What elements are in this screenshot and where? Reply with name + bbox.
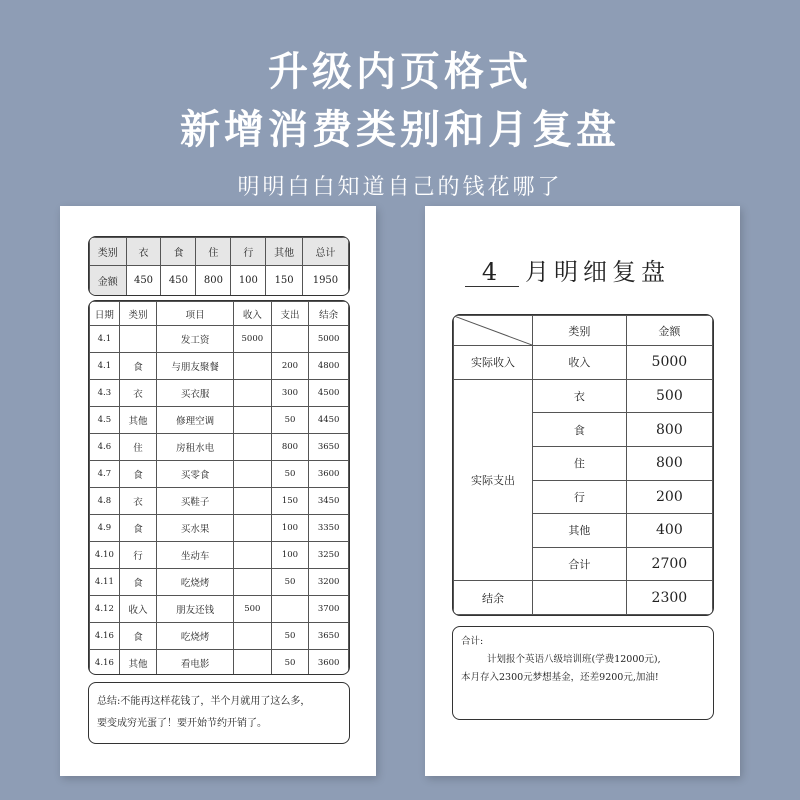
ledger-expense: 50 [271, 650, 309, 676]
summary-value: 800 [196, 266, 231, 296]
summary-note-line: 要变成穷光蛋了！要开始节约开销了。 [97, 718, 267, 729]
ledger-income: 5000 [233, 326, 271, 353]
ledger-date: 4.6 [90, 434, 120, 461]
ledger-expense: 50 [271, 461, 309, 488]
table-row [90, 434, 349, 461]
ledger-category: 食 [119, 569, 156, 596]
ledger-balance: 4800 [309, 353, 349, 380]
ledger-income [233, 515, 271, 542]
expense-category: 行 [532, 480, 626, 514]
ledger-income [233, 650, 271, 676]
summary-value: 450 [126, 266, 161, 296]
summary-value: 100 [231, 266, 266, 296]
ledger-balance: 3650 [309, 623, 349, 650]
ledger-income: 500 [233, 596, 271, 623]
balance-empty-cell [532, 581, 626, 615]
plan-note [452, 626, 714, 720]
ledger-balance: 3200 [309, 569, 349, 596]
ledger-category: 收入 [119, 596, 156, 623]
plan-note-line: 本月存入2300元梦想基金，还差9200元,加油! [461, 672, 659, 683]
expense-total-amount: 2700 [626, 547, 712, 581]
table-row [90, 542, 349, 569]
ledger-category: 住 [119, 434, 156, 461]
ledger-income [233, 407, 271, 434]
summary-header: 总计 [302, 238, 348, 266]
ledger-expense: 100 [271, 542, 309, 569]
ledger-date: 4.12 [90, 596, 120, 623]
ledger-balance: 4500 [309, 380, 349, 407]
ledger-expense: 50 [271, 623, 309, 650]
ledger-balance: 3450 [309, 488, 349, 515]
monthly-review-table [452, 314, 714, 616]
ledger-category: 衣 [119, 488, 156, 515]
ledger-income [233, 461, 271, 488]
ledger-balance: 3700 [309, 596, 349, 623]
summary-value: 450 [161, 266, 196, 296]
summary-header: 其他 [266, 238, 303, 266]
ledger-income [233, 623, 271, 650]
expense-label: 实际支出 [454, 379, 533, 581]
income-label: 实际收入 [454, 346, 533, 380]
ledger-date: 4.1 [90, 353, 120, 380]
monthly-review-page [425, 206, 740, 776]
diagonal-header-cell [454, 316, 533, 346]
table-row [90, 596, 349, 623]
ledger-item: 买水果 [157, 515, 234, 542]
headline-line-1: 升级内页格式 [268, 49, 532, 95]
ledger-header: 日期 [90, 302, 120, 326]
ledger-item: 修理空调 [157, 407, 234, 434]
expense-total-label: 合计 [532, 547, 626, 581]
plan-note-line: 计划报个英语八级培训班(学费12000元), [487, 654, 661, 665]
expense-category: 衣 [532, 379, 626, 413]
review-month: 4 [465, 258, 519, 287]
ledger-expense [271, 596, 309, 623]
balance-label: 结余 [454, 581, 533, 615]
ledger-expense: 100 [271, 515, 309, 542]
summary-row-label: 金额 [90, 266, 127, 296]
ledger-expense: 800 [271, 434, 309, 461]
table-row [90, 623, 349, 650]
income-category: 收入 [532, 346, 626, 380]
ledger-expense: 50 [271, 569, 309, 596]
ledger-date: 4.9 [90, 515, 120, 542]
table-row [90, 353, 349, 380]
ledger-item: 房租水电 [157, 434, 234, 461]
ledger-header: 类别 [119, 302, 156, 326]
ledger-item: 买鞋子 [157, 488, 234, 515]
ledger-page [60, 206, 376, 776]
summary-header: 类别 [90, 238, 127, 266]
headline-line-2: 新增消费类别和月复盘 [180, 107, 620, 153]
ledger-item: 吃烧烤 [157, 623, 234, 650]
summary-note [88, 682, 350, 744]
review-title-text: 月明细复盘 [525, 258, 670, 286]
ledger-item: 买衣服 [157, 380, 234, 407]
ledger-date: 4.3 [90, 380, 120, 407]
summary-header: 食 [161, 238, 196, 266]
ledger-income [233, 434, 271, 461]
expense-amount: 800 [626, 413, 712, 447]
table-row [90, 488, 349, 515]
ledger-date: 4.16 [90, 623, 120, 650]
ledger-header: 支出 [271, 302, 309, 326]
table-row [90, 569, 349, 596]
ledger-income [233, 488, 271, 515]
review-header: 类别 [532, 316, 626, 346]
summary-header: 衣 [126, 238, 161, 266]
ledger-expense: 200 [271, 353, 309, 380]
ledger-expense: 150 [271, 488, 309, 515]
headline-line-3: 明明白白知道自己的钱花哪了 [237, 175, 563, 200]
ledger-category: 其他 [119, 650, 156, 676]
expense-amount: 400 [626, 514, 712, 548]
ledger-category: 食 [119, 623, 156, 650]
ledger-expense: 50 [271, 407, 309, 434]
ledger-header: 结余 [309, 302, 349, 326]
summary-header: 住 [196, 238, 231, 266]
ledger-category: 食 [119, 461, 156, 488]
expense-category: 住 [532, 446, 626, 480]
category-summary-table [88, 236, 350, 296]
plan-note-heading: 合计: [461, 636, 484, 647]
ledger-category [119, 326, 156, 353]
table-row [90, 380, 349, 407]
ledger-header: 收入 [233, 302, 271, 326]
table-row [90, 326, 349, 353]
ledger-balance: 3250 [309, 542, 349, 569]
ledger-item: 看电影 [157, 650, 234, 676]
review-title [465, 252, 705, 287]
ledger-category: 行 [119, 542, 156, 569]
table-row [90, 407, 349, 434]
expense-category: 食 [532, 413, 626, 447]
ledger-item: 与朋友聚餐 [157, 353, 234, 380]
expense-category: 其他 [532, 514, 626, 548]
review-header: 金额 [626, 316, 712, 346]
summary-header: 行 [231, 238, 266, 266]
summary-value: 1950 [302, 266, 348, 296]
table-row [90, 461, 349, 488]
table-row [90, 650, 349, 676]
ledger-rows [90, 326, 349, 676]
summary-value: 150 [266, 266, 303, 296]
ledger-category: 食 [119, 353, 156, 380]
ledger-income [233, 380, 271, 407]
expense-amount: 800 [626, 446, 712, 480]
ledger-expense: 300 [271, 380, 309, 407]
ledger-balance: 3350 [309, 515, 349, 542]
ledger-date: 4.16 [90, 650, 120, 676]
expense-amount: 200 [626, 480, 712, 514]
ledger-date: 4.8 [90, 488, 120, 515]
ledger-header: 项目 [157, 302, 234, 326]
ledger-balance: 3600 [309, 461, 349, 488]
ledger-date: 4.5 [90, 407, 120, 434]
income-amount: 5000 [626, 346, 712, 380]
ledger-expense [271, 326, 309, 353]
table-row [90, 515, 349, 542]
ledger-date: 4.11 [90, 569, 120, 596]
ledger-balance: 3600 [309, 650, 349, 676]
balance-amount: 2300 [626, 581, 712, 615]
ledger-balance: 3650 [309, 434, 349, 461]
ledger-item: 坐动车 [157, 542, 234, 569]
ledger-category: 食 [119, 515, 156, 542]
ledger-item: 发工资 [157, 326, 234, 353]
ledger-category: 其他 [119, 407, 156, 434]
ledger-income [233, 542, 271, 569]
ledger-item: 吃烧烤 [157, 569, 234, 596]
ledger-balance: 5000 [309, 326, 349, 353]
ledger-date: 4.7 [90, 461, 120, 488]
ledger-date: 4.10 [90, 542, 120, 569]
ledger-income [233, 353, 271, 380]
ledger-income [233, 569, 271, 596]
ledger-balance: 4450 [309, 407, 349, 434]
summary-note-line: 总结:不能再这样花钱了，半个月就用了这么多， [97, 696, 311, 707]
ledger-category: 衣 [119, 380, 156, 407]
expense-amount: 500 [626, 379, 712, 413]
ledger-item: 朋友还钱 [157, 596, 234, 623]
ledger-table [88, 300, 350, 675]
ledger-date: 4.1 [90, 326, 120, 353]
ledger-item: 买零食 [157, 461, 234, 488]
